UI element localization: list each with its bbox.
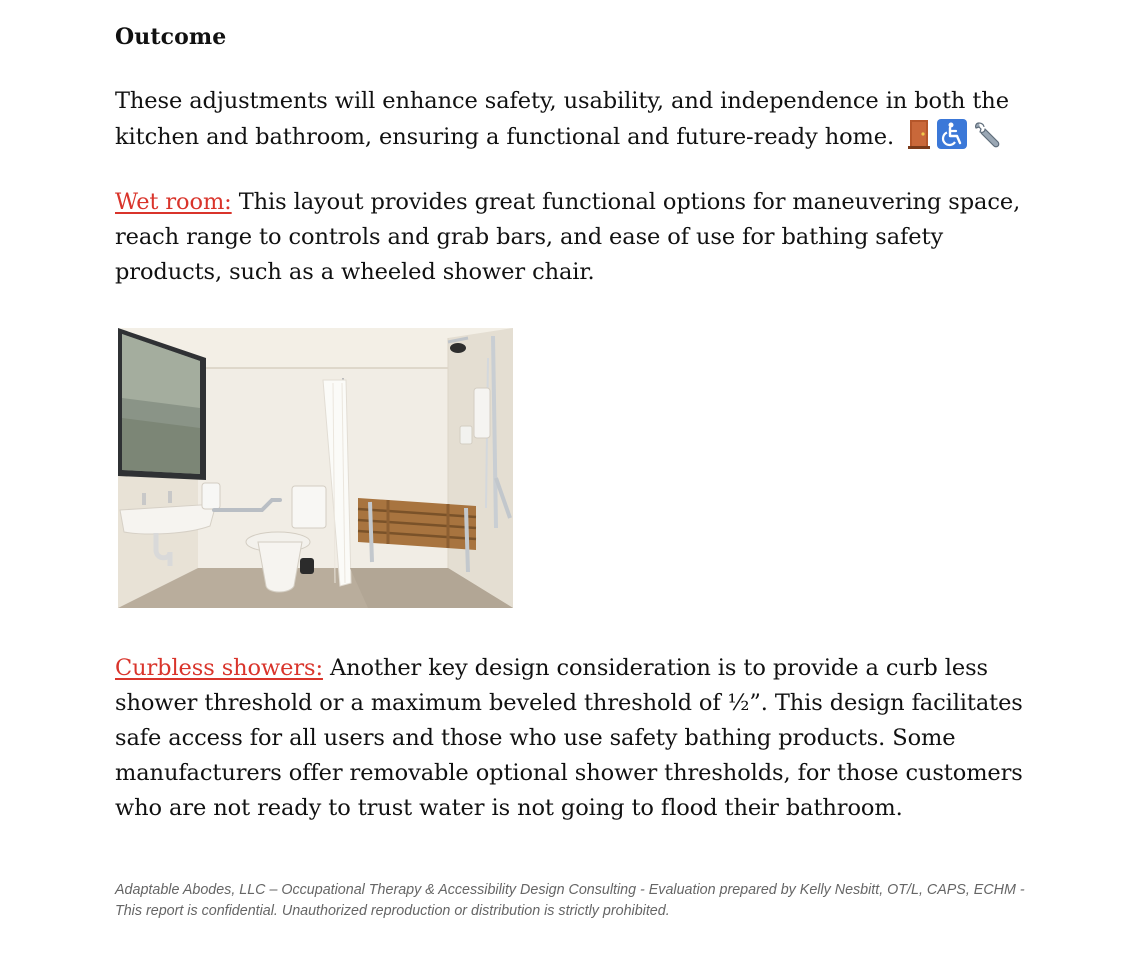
outcome-text: These adjustments will enhance safety, usability, and independence in both the kitchen and bathroom, ensuring a functional and future-ready home. (115, 88, 1009, 150)
report-footer: Adaptable Abodes, LLC – Occupational Therapy & Accessibility Design Consulting - Evaluation prepared by Kelly Nesbitt, OT/L, CAPS, ECHM - This report is confidential. Unauthorized reproduction or distribution is strictly prohibited. (115, 882, 1025, 919)
curbless-showers-link[interactable]: Curbless showers: (115, 655, 323, 681)
door-icon (907, 119, 931, 149)
outcome-paragraph (115, 84, 1015, 155)
wet-room-link[interactable]: Wet room: (115, 189, 232, 215)
curbless-showers-text: Another key design consideration is to provide a curb less shower threshold or a maximum beveled threshold of ½”. This design facilitates safe access for all users and those who use safety bathing products. Some manufacturers offer removable optional shower thresholds, for those customers who are not ready to trust water is not going to flood their bathroom. (115, 655, 1023, 821)
wrench-icon (973, 119, 1003, 149)
wet-room-text: This layout provides great functional options for maneuvering space, reach range to controls and grab bars, and ease of use for bathing safety products, such as a wheeled shower chair. (115, 189, 1021, 285)
curbless-showers-paragraph (115, 651, 1055, 826)
wheelchair-icon (937, 119, 967, 149)
wet-room-paragraph (115, 185, 1045, 290)
outcome-heading: Outcome (115, 24, 227, 50)
bathroom-photo (118, 328, 513, 608)
